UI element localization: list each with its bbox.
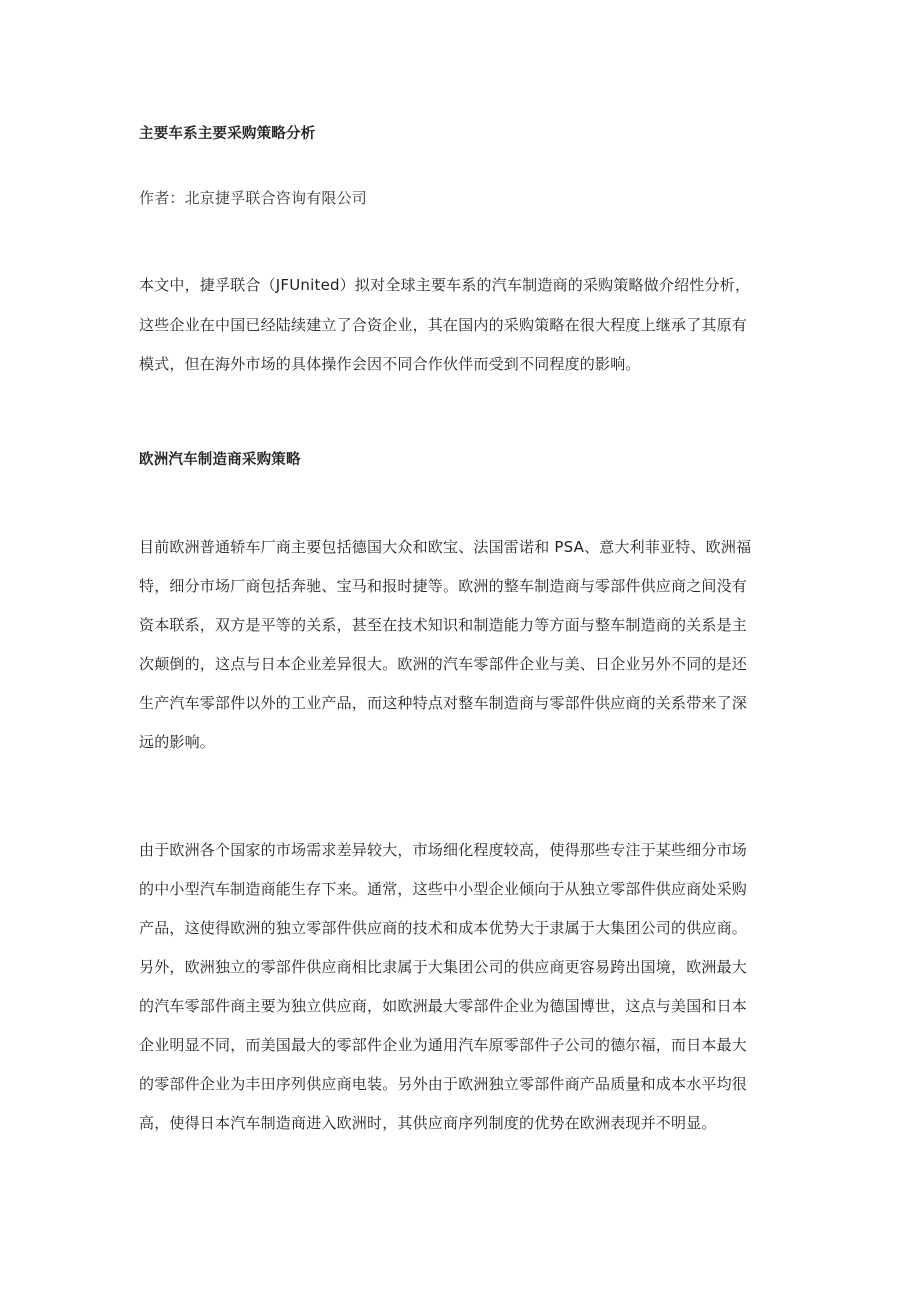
paragraph-line: 的零部件企业为丰田序列供应商电装。另外由于欧洲独立零部件商产品质量和成本水平均很 xyxy=(139,1075,748,1093)
paragraph-line: 高，使得日本汽车制造商进入欧洲时，其供应商序列制度的优势在欧洲表现并不明显。 xyxy=(139,1114,717,1132)
paragraph-line: 资本联系，双方是平等的关系，甚至在技术知识和制造能力等方面与整车制造商的关系是主 xyxy=(139,616,748,634)
paragraph-line: 由于欧洲各个国家的市场需求差异较大，市场细化程度较高，使得那些专注于某些细分市场 xyxy=(139,841,748,859)
paragraph-line: 的中小型汽车制造商能生存下来。通常，这些中小型企业倾向于从独立零部件供应商处采购 xyxy=(139,880,748,898)
paragraph-line: 企业明显不同，而美国最大的零部件企业为通用汽车原零部件子公司的德尔福，而日本最大 xyxy=(139,1036,748,1054)
document-title: 主要车系主要采购策略分析 xyxy=(139,126,316,142)
paragraph-line: 次颠倒的，这点与日本企业差异很大。欧洲的汽车零部件企业与美、日企业另外不同的是还 xyxy=(139,655,748,673)
paragraph-line: 产品，这使得欧洲的独立零部件供应商的技术和成本优势大于隶属于大集团公司的供应商。 xyxy=(139,919,748,937)
paragraph-line: 目前欧洲普通轿车厂商主要包括德国大众和欧宝、法国雷诺和 PSA、意大利菲亚特、欧洲福 xyxy=(139,538,752,556)
paragraph-line: 特，细分市场厂商包括奔驰、宝马和报时捷等。欧洲的整车制造商与零部件供应商之间没有 xyxy=(139,577,748,595)
paragraph-line: 的汽车零部件商主要为独立供应商，如欧洲最大零部件企业为德国博世，这点与美国和日本 xyxy=(139,997,748,1015)
paragraph-line: 模式，但在海外市场的具体操作会因不同合作伙伴而受到不同程度的影响。 xyxy=(139,355,641,373)
section-heading-europe: 欧洲汽车制造商采购策略 xyxy=(139,452,301,468)
paragraph-line: 另外，欧洲独立的零部件供应商相比隶属于大集团公司的供应商更容易跨出国境，欧洲最大 xyxy=(139,958,748,976)
paragraph-line: 远的影响。 xyxy=(139,733,216,751)
paragraph-line: 生产汽车零部件以外的工业产品，而这种特点对整车制造商与零部件供应商的关系带来了深 xyxy=(139,694,748,712)
paragraph-line: 本文中，捷孚联合（JFUnited）拟对全球主要车系的汽车制造商的采购策略做介绍性分析， xyxy=(139,276,751,294)
document-author: 作者：北京捷孚联合咨询有限公司 xyxy=(139,189,368,207)
paragraph-line: 这些企业在中国已经陆续建立了合资企业，其在国内的采购策略在很大程度上继承了其原有 xyxy=(139,316,748,334)
